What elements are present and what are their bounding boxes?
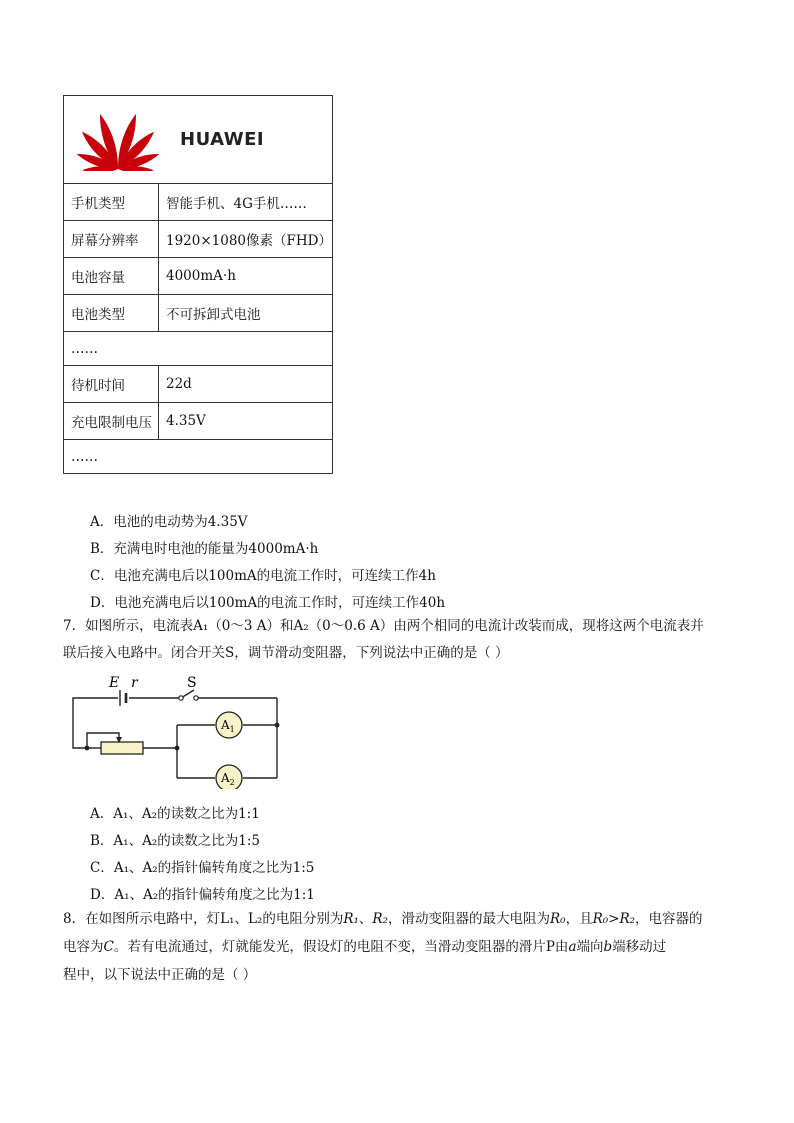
spec-key: 待机时间 <box>64 366 159 403</box>
rheostat-icon <box>101 737 143 754</box>
battery-icon <box>120 690 126 706</box>
q7-option-d: D．A₁、A₂的指针偏转角度之比为1:1 <box>90 887 315 903</box>
huawei-logo-icon <box>72 109 164 171</box>
spec-value: 4000mA·h <box>159 258 333 295</box>
spec-value: 1920×1080像素（FHD） <box>159 221 333 258</box>
q6-option-d: D．电池充满电后以100mA的电流工作时，可连续工作40h <box>90 595 446 611</box>
spec-value: 不可拆卸式电池 <box>159 295 333 332</box>
spec-ellipsis: …… <box>64 332 333 366</box>
q8-stem-line1: 8．在如图所示电路中，灯L₁、L₂的电阻分别为R₁、R₂，滑动变阻器的最大电阻为R₀，且R₀>R₂，电容器的 <box>63 911 703 927</box>
q6-option-c: C．电池充满电后以100mA的电流工作时，可连续工作4h <box>90 568 436 584</box>
spec-row <box>64 221 333 258</box>
emf-label: E <box>109 675 120 691</box>
spec-key: 电池类型 <box>64 295 159 332</box>
spec-row-ellipsis <box>64 440 333 474</box>
q7-circuit-diagram <box>65 671 287 789</box>
q7-stem-line1: 7．如图所示，电流表A₁（0～3 A）和A₂（0～0.6 A）由两个相同的电流计改装而成，现将这两个电流表并 <box>63 618 704 634</box>
spec-key: 屏幕分辨率 <box>64 221 159 258</box>
q8-stem-line2: 电容为C。若有电流通过，灯就能发光，假设灯的电阻不变，当滑动变阻器的滑片P由a端向b端移动过 <box>63 939 667 955</box>
spec-row <box>64 366 333 403</box>
phone-spec-table <box>63 95 333 474</box>
spec-value: 4.35V <box>159 403 333 440</box>
a1-label: $A_1$ <box>221 718 235 734</box>
spec-ellipsis: …… <box>64 440 333 474</box>
q7-option-a: A．A₁、A₂的读数之比为1:1 <box>90 806 260 822</box>
q6-option-b: B．充满电时电池的能量为4000mA·h <box>90 541 319 557</box>
spec-row-ellipsis <box>64 332 333 366</box>
q7-option-c: C．A₁、A₂的指针偏转角度之比为1:5 <box>90 860 315 876</box>
switch-label: S <box>187 675 197 691</box>
q6-option-a: A．电池的电动势为4.35V <box>90 514 248 530</box>
internal-resistance-label: r <box>131 675 138 691</box>
spec-row <box>64 403 333 440</box>
q7-option-b: B．A₁、A₂的读数之比为1:5 <box>90 833 260 849</box>
spec-value: 智能手机、4G手机…… <box>159 184 333 221</box>
spec-row <box>64 295 333 332</box>
spec-row <box>64 184 333 221</box>
spec-key: 充电限制电压 <box>64 403 159 440</box>
switch-icon <box>179 696 198 700</box>
q8-stem-line3: 程中，以下说法中正确的是（ ） <box>63 967 257 983</box>
logo-cell <box>64 96 333 184</box>
brand-name: HUAWEI <box>180 129 265 150</box>
spec-key: 手机类型 <box>64 184 159 221</box>
spec-row <box>64 258 333 295</box>
spec-key: 电池容量 <box>64 258 159 295</box>
spec-value: 22d <box>159 366 333 403</box>
a2-label: $A_2$ <box>221 771 235 787</box>
q7-stem-line2: 联后接入电路中。闭合开关S，调节滑动变阻器，下列说法中正确的是（ ） <box>63 645 509 661</box>
